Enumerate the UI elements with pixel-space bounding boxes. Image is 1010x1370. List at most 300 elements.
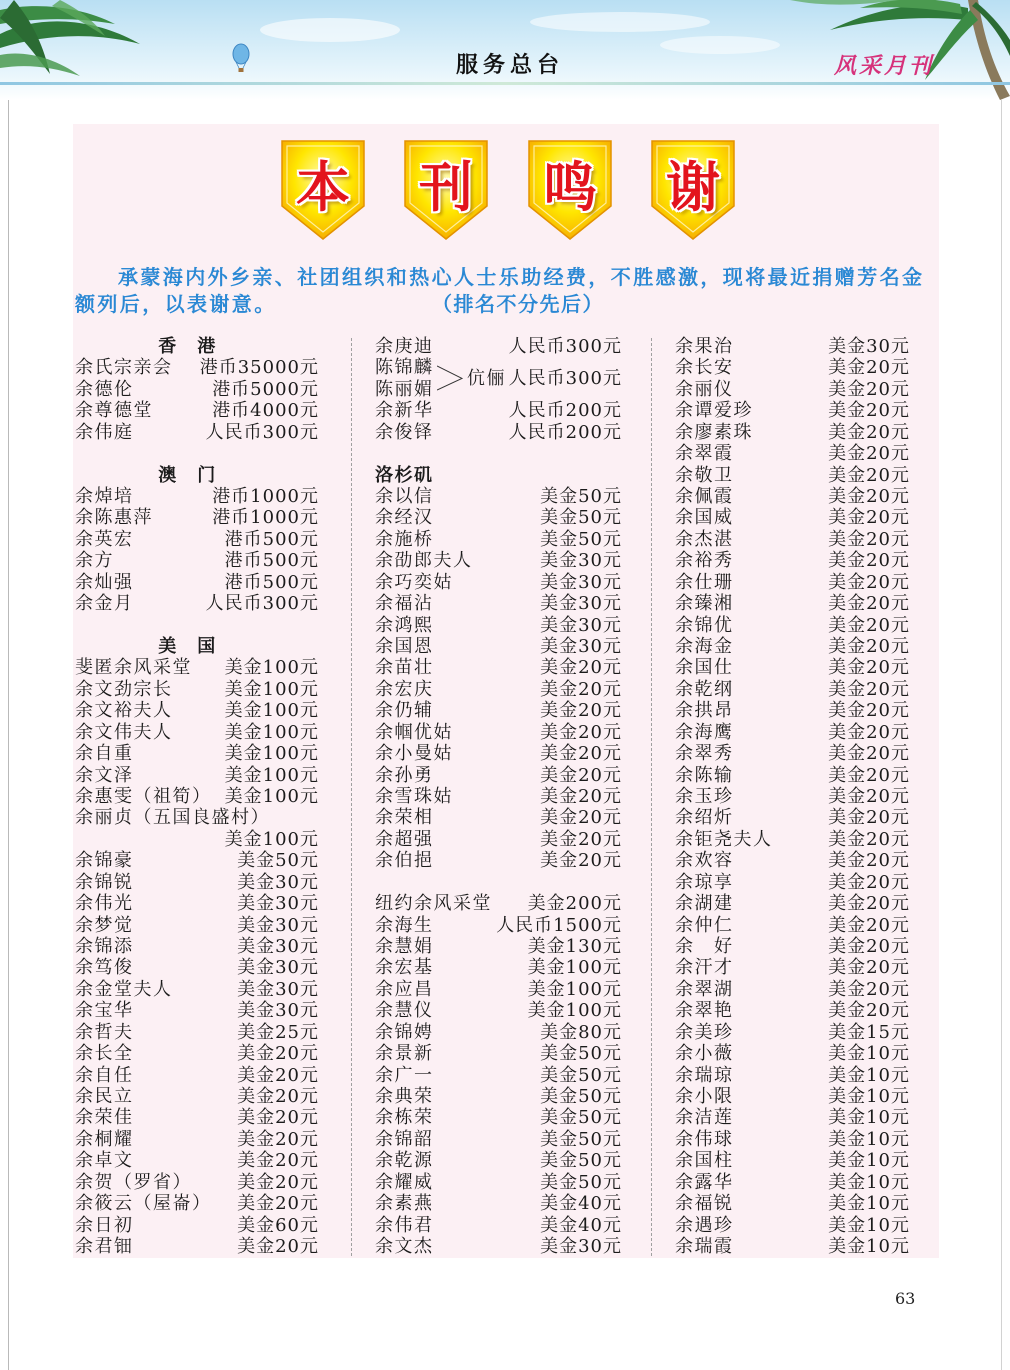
donor-name: 余经汉 — [375, 507, 434, 529]
donor-row — [675, 1129, 909, 1150]
donor-name: 余慧娟 — [375, 936, 434, 958]
donation-amount: 美金10元 — [828, 1107, 910, 1129]
donor-name: 余伟君 — [375, 1214, 434, 1236]
donor-row — [675, 615, 909, 636]
donation-amount: 人民币300元 — [508, 368, 622, 390]
donor-name: 余玉珍 — [675, 786, 734, 808]
donor-row — [675, 529, 909, 550]
donor-name: 余景新 — [375, 1043, 434, 1065]
donor-row — [375, 636, 621, 657]
donation-amount: 美金20元 — [828, 957, 910, 979]
donor-row — [75, 850, 318, 871]
donation-amount: 美金20元 — [237, 1086, 319, 1108]
donation-amount: 美金20元 — [540, 657, 622, 679]
donor-name: 余海金 — [675, 636, 734, 658]
donation-amount: 美金20元 — [828, 721, 910, 743]
donor-row — [675, 893, 909, 914]
donor-row — [375, 850, 621, 871]
donor-row — [375, 700, 621, 721]
donor-name: 余帼优姑 — [375, 721, 453, 743]
donor-row — [675, 379, 909, 400]
donor-name: 余洁莲 — [675, 1107, 734, 1129]
donor-row — [75, 529, 318, 550]
donor-name: 余仲仁 — [675, 914, 734, 936]
donation-amount: 美金30元 — [237, 893, 319, 915]
donation-amount: 美金20元 — [237, 1107, 319, 1129]
donation-amount: 美金15元 — [828, 1021, 910, 1043]
donor-row — [675, 1022, 909, 1043]
region-heading: 美 国 — [158, 636, 217, 658]
donor-row — [675, 657, 909, 678]
donor-row — [675, 1086, 909, 1107]
donor-name: 余孙勇 — [375, 764, 434, 786]
donor-name: 余伟球 — [675, 1128, 734, 1150]
donor-name: 余耀威 — [375, 1171, 434, 1193]
donation-amount: 美金30元 — [540, 593, 622, 615]
donation-amount: 美金10元 — [828, 1214, 910, 1236]
donor-row — [375, 1193, 621, 1214]
donor-row — [675, 550, 909, 571]
donor-column-2 — [375, 336, 621, 1258]
donor-row — [675, 357, 909, 378]
donor-row — [375, 507, 621, 528]
donor-row — [75, 507, 318, 528]
donor-row — [675, 765, 909, 786]
region-heading: 澳 门 — [158, 464, 217, 486]
magazine-name: 风采月刊 — [834, 53, 935, 79]
donor-name: 余汗才 — [675, 957, 734, 979]
donor-row — [75, 486, 318, 507]
donor-name: 余锦优 — [675, 614, 734, 636]
donor-name: 余绍炘 — [675, 807, 734, 829]
donation-amount: 港币500元 — [224, 550, 319, 572]
donor-name: 余海鹰 — [675, 721, 734, 743]
donation-amount: 人民币200元 — [508, 421, 622, 443]
donation-amount: 美金30元 — [540, 571, 622, 593]
donor-name: 余荣相 — [375, 807, 434, 829]
donation-amount: 美金20元 — [828, 593, 910, 615]
donor-row — [75, 743, 318, 764]
donor-row — [75, 593, 318, 614]
donation-amount: 美金30元 — [540, 636, 622, 658]
donor-name: 余臻湘 — [675, 593, 734, 615]
donation-amount: 美金100元 — [224, 743, 319, 765]
donation-amount: 美金20元 — [828, 550, 910, 572]
donor-name: 余 好 — [675, 936, 734, 958]
donor-name: 余锦韶 — [375, 1128, 434, 1150]
ordering-note: （排名不分先后） — [432, 292, 604, 316]
donation-amount: 港币5000元 — [212, 378, 319, 400]
donor-row — [675, 1000, 909, 1021]
donor-name: 余伯挹 — [375, 850, 434, 872]
donor-name: 余氏宗亲会 — [75, 357, 173, 379]
donor-name: 余日初 — [75, 1214, 134, 1236]
donation-amount: 美金20元 — [540, 786, 622, 808]
donor-name: 余金堂夫人 — [75, 978, 173, 1000]
donation-amount: 港币4000元 — [212, 400, 319, 422]
donor-row — [675, 829, 909, 850]
region-heading-row — [75, 465, 318, 486]
donor-name: 余典荣 — [375, 1086, 434, 1108]
donor-name: 纽约余风采堂 — [375, 893, 492, 915]
donation-amount: 美金30元 — [540, 614, 622, 636]
donor-row — [75, 1065, 318, 1086]
donor-name: 余苗壮 — [375, 657, 434, 679]
donor-row — [675, 593, 909, 614]
donation-amount: 美金30元 — [237, 936, 319, 958]
donor-name: 余乾源 — [375, 1150, 434, 1172]
donation-amount: 美金20元 — [237, 1064, 319, 1086]
title-char: 本 — [296, 156, 350, 219]
donor-row — [675, 936, 909, 957]
donation-amount: 人民币300元 — [205, 421, 319, 443]
donor-name: 余海生 — [375, 914, 434, 936]
donation-amount: 美金30元 — [237, 914, 319, 936]
donor-name: 余翠湖 — [675, 978, 734, 1000]
column-divider — [651, 338, 652, 1256]
donor-name: 余国恩 — [375, 636, 434, 658]
donor-row — [675, 1236, 909, 1257]
donor-name: 余素燕 — [375, 1193, 434, 1215]
donation-amount: 美金20元 — [828, 893, 910, 915]
donation-amount: 美金50元 — [540, 528, 622, 550]
donor-name: 余裕秀 — [675, 550, 734, 572]
donor-row — [375, 786, 621, 807]
donor-name: 余自重 — [75, 743, 134, 765]
donation-amount: 美金30元 — [237, 871, 319, 893]
donation-amount: 美金20元 — [828, 700, 910, 722]
donor-row — [75, 400, 318, 421]
donor-name: 余桐耀 — [75, 1128, 134, 1150]
donor-name: 余俊铎 — [375, 421, 434, 443]
donation-amount: 美金20元 — [540, 700, 622, 722]
donor-row — [675, 465, 909, 486]
donor-row — [375, 915, 621, 936]
donor-row — [375, 829, 621, 850]
region-heading-row — [75, 636, 318, 657]
donation-amount: 港币500元 — [224, 528, 319, 550]
donor-row — [375, 400, 621, 421]
donor-row — [75, 807, 318, 828]
donor-row — [375, 615, 621, 636]
donor-name: 余翠艳 — [675, 1000, 734, 1022]
donor-row — [75, 1107, 318, 1128]
donation-amount: 美金20元 — [828, 421, 910, 443]
donor-name: 余焯培 — [75, 486, 134, 507]
donor-name: 余笃俊 — [75, 957, 134, 979]
donation-amount: 美金50元 — [540, 1064, 622, 1086]
donation-amount: 美金30元 — [540, 1236, 622, 1258]
donor-name: 余丽仪 — [675, 378, 734, 400]
donor-name: 余荣佳 — [75, 1107, 134, 1129]
donation-amount: 美金40元 — [540, 1214, 622, 1236]
column-divider — [351, 338, 352, 1256]
donor-name: 余应昌 — [375, 978, 434, 1000]
donor-name: 余庚迪 — [375, 336, 434, 357]
donor-row — [675, 915, 909, 936]
donor-row — [675, 1107, 909, 1128]
donation-amount: 美金20元 — [237, 1236, 319, 1258]
donor-row — [375, 1150, 621, 1171]
donation-amount: 美金20元 — [828, 400, 910, 422]
donation-amount: 美金100元 — [527, 978, 622, 1000]
donation-amount: 人民币200元 — [508, 400, 622, 422]
donation-amount: 美金20元 — [237, 1128, 319, 1150]
donor-row — [75, 357, 318, 378]
donor-name: 余贺（罗省） — [75, 1171, 192, 1193]
donor-name: 余雪珠姑 — [375, 786, 453, 808]
donor-name: 余惠雯（祖筍） — [75, 786, 212, 808]
donation-amount: 美金200元 — [527, 893, 622, 915]
donor-row — [675, 1150, 909, 1171]
donor-name: 余锦豪 — [75, 850, 134, 872]
donor-name: 余文泽 — [75, 764, 134, 786]
donation-amount: 美金20元 — [540, 807, 622, 829]
donation-amount: 美金10元 — [828, 1043, 910, 1065]
donor-row — [75, 1086, 318, 1107]
donor-row — [75, 786, 318, 807]
donor-row — [75, 829, 318, 850]
donation-amount: 美金80元 — [540, 1021, 622, 1043]
donor-name: 余小曼姑 — [375, 743, 453, 765]
donor-row — [75, 765, 318, 786]
donor-row — [675, 1193, 909, 1214]
donor-row — [75, 1150, 318, 1171]
donor-row — [375, 1107, 621, 1128]
donor-row — [75, 1215, 318, 1236]
donation-amount: 美金20元 — [828, 978, 910, 1000]
donor-name: 余谭爱珍 — [675, 400, 753, 422]
donor-name: 余长全 — [75, 1043, 134, 1065]
donor-name: 余仍辅 — [375, 700, 434, 722]
donation-amount: 美金20元 — [828, 936, 910, 958]
section-title: 服务总台 — [455, 53, 564, 78]
donor-row — [675, 1172, 909, 1193]
donor-name: 余文劲宗长 — [75, 678, 173, 700]
donation-amount: 人民币1500元 — [496, 914, 622, 936]
donor-row — [75, 550, 318, 571]
donation-amount: 美金50元 — [540, 1128, 622, 1150]
donor-row — [675, 336, 909, 357]
donor-name: 余乾纲 — [675, 678, 734, 700]
donor-name: 余文伟夫人 — [75, 721, 173, 743]
donor-name: 余露华 — [675, 1171, 734, 1193]
donor-name: 余英宏 — [75, 528, 134, 550]
donation-amount: 美金100元 — [224, 828, 319, 850]
donor-name: 余梦觉 — [75, 914, 134, 936]
donation-amount: 美金30元 — [540, 550, 622, 572]
donor-row — [375, 529, 621, 550]
donor-row — [375, 1236, 621, 1257]
donor-row — [75, 957, 318, 978]
donor-row — [375, 743, 621, 764]
donation-amount: 美金20元 — [828, 378, 910, 400]
donor-row — [675, 872, 909, 893]
donation-amount: 美金10元 — [828, 1064, 910, 1086]
donor-name: 余丽贞（五国良盛村） — [75, 807, 270, 829]
donor-name: 余小薇 — [675, 1043, 734, 1065]
donation-amount: 美金20元 — [540, 721, 622, 743]
donor-row — [675, 1043, 909, 1064]
donor-row — [75, 872, 318, 893]
donation-amount: 美金20元 — [828, 486, 910, 507]
donor-name: 余尊德堂 — [75, 400, 153, 422]
donor-name: 余巧奕姑 — [375, 571, 453, 593]
donor-row — [375, 550, 621, 571]
donor-name: 余廖素珠 — [675, 421, 753, 443]
donor-row — [375, 1000, 621, 1021]
donor-name: 余灿强 — [75, 571, 134, 593]
donor-row — [675, 400, 909, 421]
donor-row — [375, 422, 621, 443]
donation-amount: 美金50元 — [540, 1107, 622, 1129]
donor-name: 余小限 — [675, 1086, 734, 1108]
donor-name: 余宏基 — [375, 957, 434, 979]
donation-amount: 美金50元 — [540, 1150, 622, 1172]
donation-amount: 美金100元 — [224, 700, 319, 722]
page-number: 63 — [895, 1289, 916, 1308]
donor-name: 余卓文 — [75, 1150, 134, 1172]
donation-amount: 美金40元 — [540, 1193, 622, 1215]
donor-row — [375, 957, 621, 978]
donation-amount: 美金20元 — [237, 1150, 319, 1172]
donor-row — [375, 1022, 621, 1043]
region-heading-row — [375, 465, 621, 486]
donation-amount: 美金50元 — [540, 486, 622, 507]
donor-name: 余君钿 — [75, 1236, 134, 1258]
donor-row — [375, 807, 621, 828]
donation-amount: 美金20元 — [828, 1000, 910, 1022]
donor-name: 余敬卫 — [675, 464, 734, 486]
donation-amount: 美金20元 — [828, 357, 910, 379]
donor-row — [75, 722, 318, 743]
donor-name: 余国威 — [675, 507, 734, 529]
donor-row — [375, 657, 621, 678]
title-badge — [281, 140, 365, 240]
donation-amount: 美金50元 — [540, 1171, 622, 1193]
donor-row — [675, 486, 909, 507]
donor-row — [375, 893, 621, 914]
donor-row — [75, 915, 318, 936]
donor-name: 余文杰 — [375, 1236, 434, 1258]
donation-amount: 美金10元 — [828, 1150, 910, 1172]
donor-name: 余伟光 — [75, 893, 134, 915]
donor-row — [675, 679, 909, 700]
donation-amount: 美金20元 — [540, 678, 622, 700]
donor-row — [675, 786, 909, 807]
intro-text-line: 承蒙海内外乡亲、社团组织和热心人士乐助经费，不胜感激，现将最近捐赠芳名金 — [118, 265, 925, 289]
donation-amount: 美金20元 — [828, 657, 910, 679]
donor-row — [75, 979, 318, 1000]
donation-amount: 美金130元 — [527, 936, 622, 958]
donor-name: 余遇珍 — [675, 1214, 734, 1236]
donor-row — [75, 1043, 318, 1064]
donation-amount: 美金100元 — [224, 678, 319, 700]
donor-name: 余金月 — [75, 593, 134, 615]
donor-name: 余文裕夫人 — [75, 700, 173, 722]
donor-name: 余民立 — [75, 1086, 134, 1108]
donation-amount: 美金50元 — [237, 850, 319, 872]
donor-row — [75, 1000, 318, 1021]
donation-amount: 美金20元 — [828, 786, 910, 808]
tropical-banner-illustration — [0, 0, 1010, 100]
donation-amount: 美金20元 — [828, 678, 910, 700]
donation-amount: 港币1000元 — [212, 486, 319, 507]
donation-amount: 美金20元 — [828, 636, 910, 658]
donation-amount: 美金30元 — [828, 336, 910, 357]
donation-amount: 港币1000元 — [212, 507, 319, 529]
donation-amount: 美金50元 — [540, 1043, 622, 1065]
donor-name: 余琼享 — [675, 871, 734, 893]
donor-name: 余伟庭 — [75, 421, 134, 443]
bracket-icon — [437, 357, 463, 400]
donation-amount: 美金100元 — [224, 657, 319, 679]
donor-row — [75, 572, 318, 593]
donation-amount: 美金30元 — [237, 978, 319, 1000]
donor-name: 余德伦 — [75, 378, 134, 400]
donation-amount: 美金10元 — [828, 1236, 910, 1258]
donor-name: 余劭郎夫人 — [375, 550, 473, 572]
donation-amount: 美金20元 — [828, 807, 910, 829]
donor-row — [75, 657, 318, 678]
donation-amount: 美金50元 — [540, 1086, 622, 1108]
donor-name: 余美珍 — [675, 1021, 734, 1043]
donor-row — [375, 1172, 621, 1193]
donor-row — [675, 700, 909, 721]
donor-row — [675, 422, 909, 443]
donor-name: 余锦锐 — [75, 871, 134, 893]
donor-row — [375, 336, 621, 357]
donor-name: 余欢容 — [675, 850, 734, 872]
donor-row — [75, 893, 318, 914]
donor-row — [75, 1129, 318, 1150]
donor-row — [375, 1086, 621, 1107]
donation-amount: 美金100元 — [224, 786, 319, 808]
donation-amount: 美金20元 — [828, 828, 910, 850]
donation-amount: 美金10元 — [828, 1128, 910, 1150]
donation-amount: 美金20元 — [828, 871, 910, 893]
title-badge — [528, 140, 612, 240]
donor-row — [675, 850, 909, 871]
donation-amount: 美金10元 — [828, 1171, 910, 1193]
donation-amount: 美金20元 — [540, 764, 622, 786]
donor-row — [75, 1193, 318, 1214]
donation-amount: 美金20元 — [828, 764, 910, 786]
donor-row — [375, 1129, 621, 1150]
donor-row — [675, 443, 909, 464]
donor-row — [75, 700, 318, 721]
donation-amount: 美金20元 — [237, 1171, 319, 1193]
donor-name: 余仕珊 — [675, 571, 734, 593]
donor-row — [675, 807, 909, 828]
donor-row — [75, 379, 318, 400]
title-char: 鸣 — [543, 156, 597, 219]
page-header — [0, 0, 1010, 100]
donor-name: 余福沾 — [375, 593, 434, 615]
donor-name: 余栋荣 — [375, 1107, 434, 1129]
donor-row — [75, 422, 318, 443]
title-badge — [651, 140, 735, 240]
donor-row — [675, 1215, 909, 1236]
donation-amount: 美金10元 — [828, 1193, 910, 1215]
donor-name: 余陈惠萍 — [75, 507, 153, 529]
donation-amount: 美金20元 — [828, 443, 910, 465]
donation-amount: 港币35000元 — [199, 357, 319, 379]
donation-amount: 美金25元 — [237, 1021, 319, 1043]
donation-amount: 美金20元 — [237, 1193, 319, 1215]
donor-name: 余长安 — [675, 357, 734, 379]
donor-name: 余以信 — [375, 486, 434, 507]
